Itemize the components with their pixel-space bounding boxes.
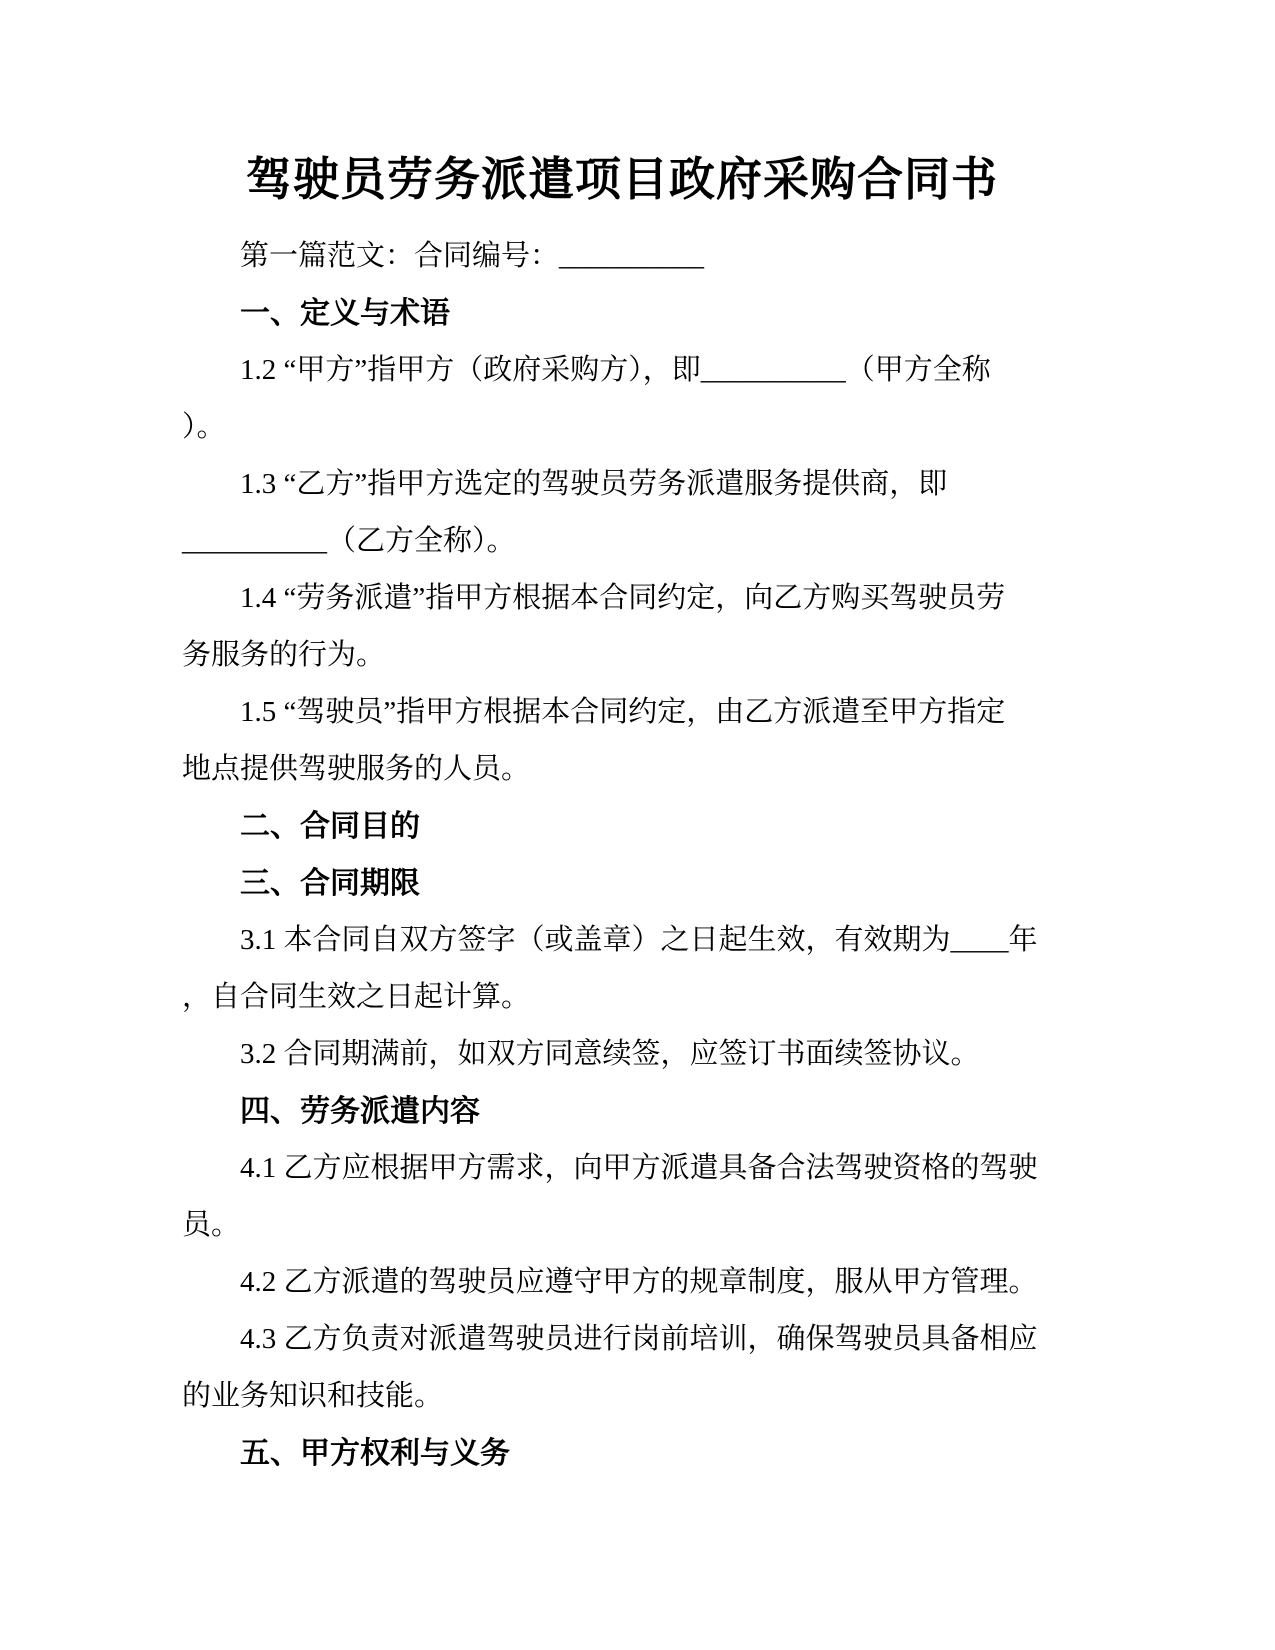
- section-heading: 二、合同目的: [240, 810, 420, 843]
- paragraph-line: ）。: [182, 411, 226, 443]
- paragraph-line: 1.4 “劳务派遣”指甲方根据本合同约定，向乙方购买驾驶员劳: [240, 582, 1006, 614]
- paragraph-line: 1.2 “甲方”指甲方（政府采购方），即__________（甲方全称: [240, 354, 991, 386]
- document-title: 驾驶员劳务派遣项目政府采购合同书: [246, 154, 998, 205]
- paragraph-line: 员。: [182, 1209, 241, 1241]
- paragraph-line: 第一篇范文：合同编号：__________: [240, 240, 705, 272]
- section-heading: 三、合同期限: [240, 867, 420, 900]
- paragraph-line: 3.2 合同期满前，如双方同意续签，应签订书面续签协议。: [240, 1038, 980, 1070]
- paragraph-line: 4.3 乙方负责对派遣驾驶员进行岗前培训，确保驾驶员具备相应: [240, 1323, 1038, 1355]
- paragraph-line: 地点提供驾驶服务的人员。: [182, 753, 531, 785]
- paragraph-line: 的业务知识和技能。: [182, 1380, 444, 1412]
- paragraph-line: 4.2 乙方派遣的驾驶员应遵守甲方的规章制度，服从甲方管理。: [240, 1266, 1038, 1298]
- contract-page: [182, 0, 1062, 1482]
- paragraph-line: 务服务的行为。: [182, 639, 386, 671]
- paragraph-line: 4.1 乙方应根据甲方需求，向甲方派遣具备合法驾驶资格的驾驶: [240, 1152, 1038, 1184]
- contract-body: [182, 228, 1062, 1482]
- section-heading: 一、定义与术语: [240, 297, 450, 330]
- paragraph-line: 1.5 “驾驶员”指甲方根据本合同约定，由乙方派遣至甲方指定: [240, 696, 1006, 728]
- paragraph-line: ，自合同生效之日起计算。: [182, 981, 531, 1013]
- section-heading: 四、劳务派遣内容: [240, 1095, 480, 1128]
- section-heading: 五、甲方权利与义务: [240, 1437, 510, 1470]
- paragraph-line: 3.1 本合同自双方签字（或盖章）之日起生效，有效期为____年: [240, 924, 1038, 956]
- paragraph-line: 1.3 “乙方”指甲方选定的驾驶员劳务派遣服务提供商，即: [240, 468, 948, 500]
- paragraph-line: __________（乙方全称）。: [182, 525, 516, 557]
